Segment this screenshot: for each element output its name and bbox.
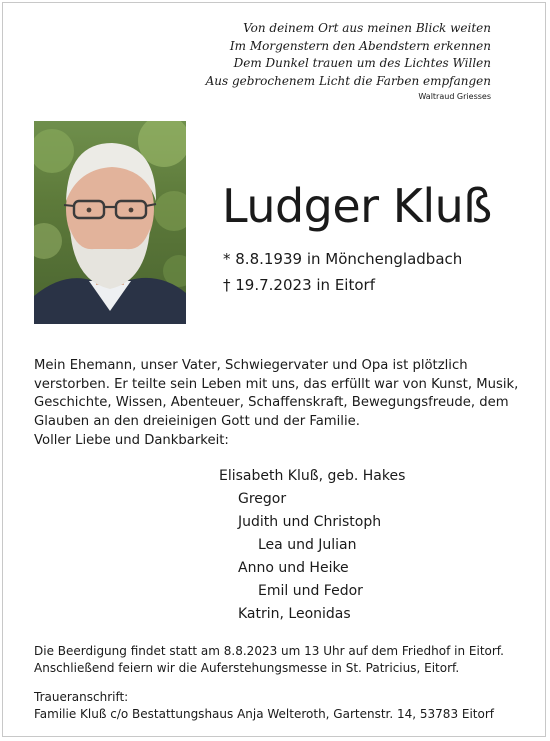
- mourner-name: Judith und Christoph: [238, 514, 382, 530]
- message-line: Mein Ehemann, unser Vater, Schwiegervater und Opa ist plötzlich: [34, 358, 468, 373]
- message-line: verstorben. Er teilte sein Leben mit uns, das erfüllt war von Kunst, Musik,: [34, 376, 519, 392]
- poem: [191, 20, 491, 90]
- funeral-line: Anschließend feiern wir die Auferstehungsmesse in St. Patricius, Eitorf.: [34, 660, 460, 675]
- poem-line: Aus gebrochenem Licht die Farben empfangen: [205, 73, 491, 88]
- address-value: Familie Kluß c/o Bestattungshaus Anja Welteroth, Gartenstr. 14, 53783 Eitorf: [34, 707, 495, 721]
- message-line: Glauben an den dreieinigen Gott und der Familie.: [34, 414, 360, 430]
- mourner-name: Anno und Heike: [238, 560, 349, 576]
- mourner-name: Emil und Fedor: [258, 583, 363, 599]
- obituary-message: [34, 357, 524, 451]
- mourner-name: Gregor: [238, 491, 287, 507]
- death-date: † 19.7.2023 in Eitorf: [223, 276, 375, 294]
- address-label: Traueranschrift:: [34, 690, 129, 704]
- poem-author: Waltraud Griesses: [418, 92, 491, 101]
- funeral-line: Die Beerdigung findet statt am 8.8.2023 um 13 Uhr auf dem Friedhof in Eitorf.: [34, 644, 504, 658]
- mourner-name: Elisabeth Kluß, geb. Hakes: [219, 468, 406, 484]
- poem-line: Im Morgenstern den Abendstern erkennen: [229, 38, 491, 53]
- mourner-name: Katrin, Leonidas: [238, 606, 351, 622]
- life-dates: [223, 246, 462, 298]
- portrait-photo: [34, 121, 186, 324]
- funeral-info: [34, 643, 504, 676]
- message-line: Voller Liebe und Dankbarkeit:: [34, 432, 229, 448]
- poem-line: Dem Dunkel trauen um des Lichtes Willen: [233, 56, 491, 70]
- mourning-address: [34, 689, 494, 723]
- deceased-name: Ludger Kluß: [222, 179, 492, 233]
- message-line: Geschichte, Wissen, Abenteuer, Schaffenskraft, Bewegungsfreude, dem: [34, 395, 509, 411]
- birth-date: * 8.8.1939 in Mönchengladbach: [223, 250, 463, 268]
- mourner-name: Lea und Julian: [258, 537, 357, 553]
- poem-line: Von deinem Ort aus meinen Blick weiten: [243, 21, 491, 35]
